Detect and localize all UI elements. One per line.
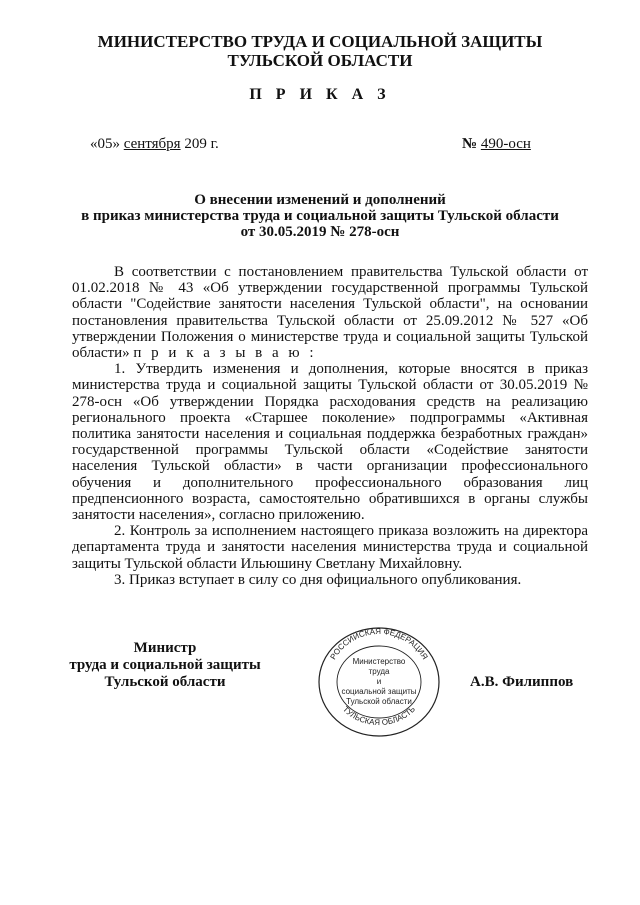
preamble-text: В соответствии с постановлением правительства Тульской области от 01.02.2018 № 43 «Об утверждении государственной программы Тульской области "Содействие занятости населения Тульской области", на основании постановления правительства Тульской области от 25.09.2012 № 527 «Об утверждении Положения о министерстве труда и социальной защиты Тульской области»: [72, 264, 588, 362]
seal-center-line3: и: [376, 677, 382, 686]
date-year: 209 г.: [184, 136, 219, 152]
seal-center-line1: Министерство: [352, 657, 406, 666]
preamble-paragraph: [72, 264, 588, 361]
official-seal: [314, 624, 444, 740]
order-subject: [70, 192, 570, 240]
ministry-header-line2: ТУЛЬСКОЙ ОБЛАСТИ: [227, 51, 413, 70]
decree-word: п р и к а з ы в а ю :: [133, 345, 317, 362]
item-2: 2. Контроль за исполнением настоящего приказа возложить на директора департамента труда и занятости населения министерства труда и социальной защиты Тульской области Ильюшину Светлану Михайловну.: [72, 523, 588, 572]
signatory-name: А.В. Филиппов: [470, 674, 574, 690]
subject-line3: от 30.05.2019 № 278-осн: [240, 224, 400, 240]
seal-center-line5: Тульской области: [346, 697, 412, 706]
number-value: 490-осн: [480, 136, 531, 152]
seal-center-line2: труда: [368, 667, 390, 676]
order-date: [90, 136, 219, 153]
item-1: 1. Утвердить изменения и дополнения, которые вносятся в приказ министерства труда и социальной защиты Тульской области от 30.05.2019 № 278-осн «Об утверждении Порядка расходования средств на реализацию регионального проекта «Старшее поколение» подпрограммы «Активная политика занятости населения и социальная поддержка безработных граждан» государственной программы Тульской области «Содействие занятости населения Тульской области» в части организации профессионального обучения и дополнительного профессионального образования лиц предпенсионного возраста, самостоятельно обратившихся в органы службы занятости населения», согласно приложению.: [72, 361, 588, 524]
seal-ring-top: РОССИЙСКАЯ ФЕДЕРАЦИЯ: [328, 626, 430, 662]
signatory-title-line1: Министр: [133, 640, 197, 656]
signatory-title-line2: труда и социальной защиты: [69, 657, 261, 673]
date-month: сентября: [123, 136, 181, 152]
signatory-title-line3: Тульской области: [104, 674, 226, 690]
seal-ring-bottom: ТУЛЬСКАЯ ОБЛАСТЬ: [341, 704, 417, 728]
subject-line2: в приказ министерства труда и социальной защиты Тульской области: [81, 208, 559, 224]
date-day: «05»: [90, 136, 120, 152]
subject-line1: О внесении изменений и дополнений: [194, 192, 446, 208]
seal-center-line4: социальной защиты: [341, 687, 417, 696]
ministry-header-line1: МИНИСТЕРСТВО ТРУДА И СОЦИАЛЬНОЙ ЗАЩИТЫ: [97, 32, 543, 51]
item-3: 3. Приказ вступает в силу со дня официального опубликования.: [114, 571, 522, 588]
ministry-header: [0, 32, 640, 70]
number-sign: №: [462, 136, 478, 152]
order-number: [462, 136, 531, 153]
signatory-title: [60, 640, 270, 691]
order-body: [72, 264, 588, 588]
order-title: П Р И К А З: [249, 86, 391, 103]
